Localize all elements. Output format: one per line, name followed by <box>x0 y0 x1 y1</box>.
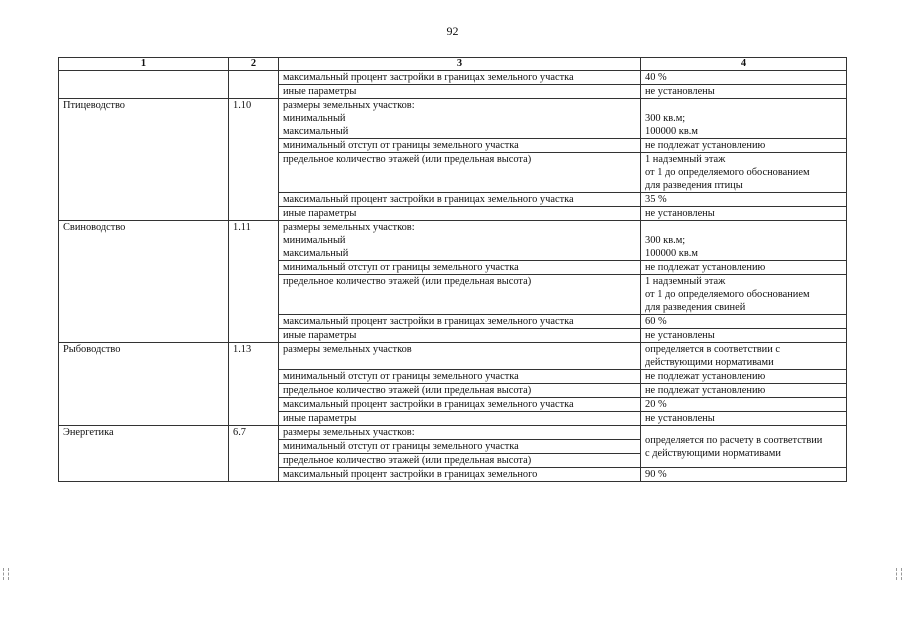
param-cell <box>279 207 641 221</box>
value-line: с действующими нормативами <box>645 447 781 459</box>
param-line: предельное количество этажей (или предельная высота) <box>283 154 532 165</box>
value-line: 100000 кв.м <box>645 248 698 259</box>
value-cell <box>641 153 847 193</box>
value-cell <box>641 261 847 275</box>
param-line: предельное количество этажей (или предельная высота) <box>283 385 532 396</box>
param-cell <box>279 454 641 468</box>
param-line: максимальный <box>283 126 349 137</box>
param-cell <box>279 468 641 482</box>
column-header: 3 <box>279 58 641 71</box>
param-line: иные параметры <box>283 330 357 341</box>
value-cell <box>641 193 847 207</box>
value-line: не подлежат установлению <box>645 385 766 396</box>
param-line: максимальный процент застройки в границах земельного участка <box>283 194 574 205</box>
value-line: от 1 до определяемого обоснованием <box>645 167 810 178</box>
value-line: 35 % <box>645 194 667 205</box>
table-header-row <box>59 58 847 71</box>
value-cell <box>641 343 847 370</box>
value-cell <box>641 99 847 139</box>
value-line: 1 надземный этаж <box>645 276 726 287</box>
param-cell <box>279 440 641 454</box>
param-cell <box>279 275 641 315</box>
param-cell <box>279 370 641 384</box>
use-code-cell: 1.10 <box>229 99 279 221</box>
value-line: 1 надземный этаж <box>645 154 726 165</box>
param-cell <box>279 193 641 207</box>
param-line: максимальный <box>283 248 349 259</box>
param-line: предельное количество этажей (или предельная высота) <box>283 276 532 287</box>
value-cell <box>641 315 847 329</box>
param-line: размеры земельных участков: <box>283 100 415 111</box>
table-body <box>59 71 847 482</box>
param-line: минимальный отступ от границы земельного участка <box>283 441 519 452</box>
param-line: минимальный отступ от границы земельного участка <box>283 262 519 273</box>
column-header: 1 <box>59 58 229 71</box>
value-cell <box>641 468 847 482</box>
param-line: минимальный отступ от границы земельного участка <box>283 371 519 382</box>
value-cell <box>641 426 847 468</box>
value-line: определяется по расчету в соответствии <box>645 434 823 446</box>
param-cell <box>279 343 641 370</box>
use-code-cell: 1.13 <box>229 343 279 426</box>
value-cell <box>641 412 847 426</box>
param-line: размеры земельных участков <box>283 344 412 355</box>
param-cell: максимальный процент застройки в границах земельного участка <box>279 71 641 85</box>
param-cell <box>279 398 641 412</box>
value-line: 300 кв.м; <box>645 113 686 124</box>
param-cell <box>279 153 641 193</box>
param-cell <box>279 315 641 329</box>
param-line: минимальный <box>283 235 346 246</box>
value-line <box>645 221 842 234</box>
scan-edge-mark <box>896 568 902 580</box>
param-line: предельное количество этажей (или предельная высота) <box>283 455 532 466</box>
use-type-cell: Энергетика <box>59 426 229 482</box>
column-header: 4 <box>641 58 847 71</box>
use-code-cell <box>229 71 279 99</box>
value-line <box>645 99 842 112</box>
use-type-cell: Свиноводство <box>59 221 229 343</box>
value-line: 100000 кв.м <box>645 126 698 137</box>
param-cell <box>279 261 641 275</box>
param-line: максимальный процент застройки в границах земельного участка <box>283 316 574 327</box>
value-line: не подлежат установлению <box>645 371 766 382</box>
value-cell <box>641 207 847 221</box>
value-cell <box>641 329 847 343</box>
value-cell <box>641 221 847 261</box>
param-cell <box>279 384 641 398</box>
value-line: не установлены <box>645 330 715 341</box>
param-line: минимальный отступ от границы земельного участка <box>283 140 519 151</box>
value-line: от 1 до определяемого обоснованием <box>645 289 810 300</box>
table-row <box>59 343 847 370</box>
table-row <box>59 426 847 440</box>
param-line: минимальный <box>283 113 346 124</box>
param-cell <box>279 426 641 440</box>
zoning-parameters-table <box>58 57 847 482</box>
value-line: не подлежат установлению <box>645 140 766 151</box>
scan-edge-mark <box>3 568 9 580</box>
param-line: иные параметры <box>283 208 357 219</box>
use-type-cell: Рыбоводство <box>59 343 229 426</box>
param-cell <box>279 99 641 139</box>
value-line: 60 % <box>645 316 667 327</box>
param-cell: иные параметры <box>279 85 641 99</box>
value-line: действующими нормативами <box>645 357 774 368</box>
value-line: определяется в соответствии с <box>645 344 780 355</box>
param-cell <box>279 412 641 426</box>
value-line: для разведения свиней <box>645 302 746 313</box>
value-cell: не установлены <box>641 85 847 99</box>
param-line: максимальный процент застройки в границах земельного <box>283 469 538 480</box>
column-header: 2 <box>229 58 279 71</box>
value-cell <box>641 139 847 153</box>
value-line: для разведения птицы <box>645 180 743 191</box>
page-number: 92 <box>446 24 459 38</box>
value-cell <box>641 398 847 412</box>
use-code-cell: 6.7 <box>229 426 279 482</box>
value-line: 20 % <box>645 399 667 410</box>
table-row <box>59 71 847 85</box>
param-cell <box>279 221 641 261</box>
value-cell: 40 % <box>641 71 847 85</box>
param-line: максимальный процент застройки в границах земельного участка <box>283 399 574 410</box>
value-line: не установлены <box>645 413 715 424</box>
use-type-cell: Птицеводство <box>59 99 229 221</box>
param-line: иные параметры <box>283 413 357 424</box>
param-cell <box>279 329 641 343</box>
value-line: 300 кв.м; <box>645 235 686 246</box>
param-line: размеры земельных участков: <box>283 222 415 233</box>
use-code-cell: 1.11 <box>229 221 279 343</box>
value-line: не установлены <box>645 208 715 219</box>
value-cell <box>641 275 847 315</box>
param-line: размеры земельных участков: <box>283 427 415 438</box>
value-cell <box>641 370 847 384</box>
table-row <box>59 221 847 261</box>
use-type-cell <box>59 71 229 99</box>
value-line: не подлежат установлению <box>645 262 766 273</box>
table-row <box>59 99 847 139</box>
param-cell <box>279 139 641 153</box>
value-line: 90 % <box>645 469 667 480</box>
value-cell <box>641 384 847 398</box>
